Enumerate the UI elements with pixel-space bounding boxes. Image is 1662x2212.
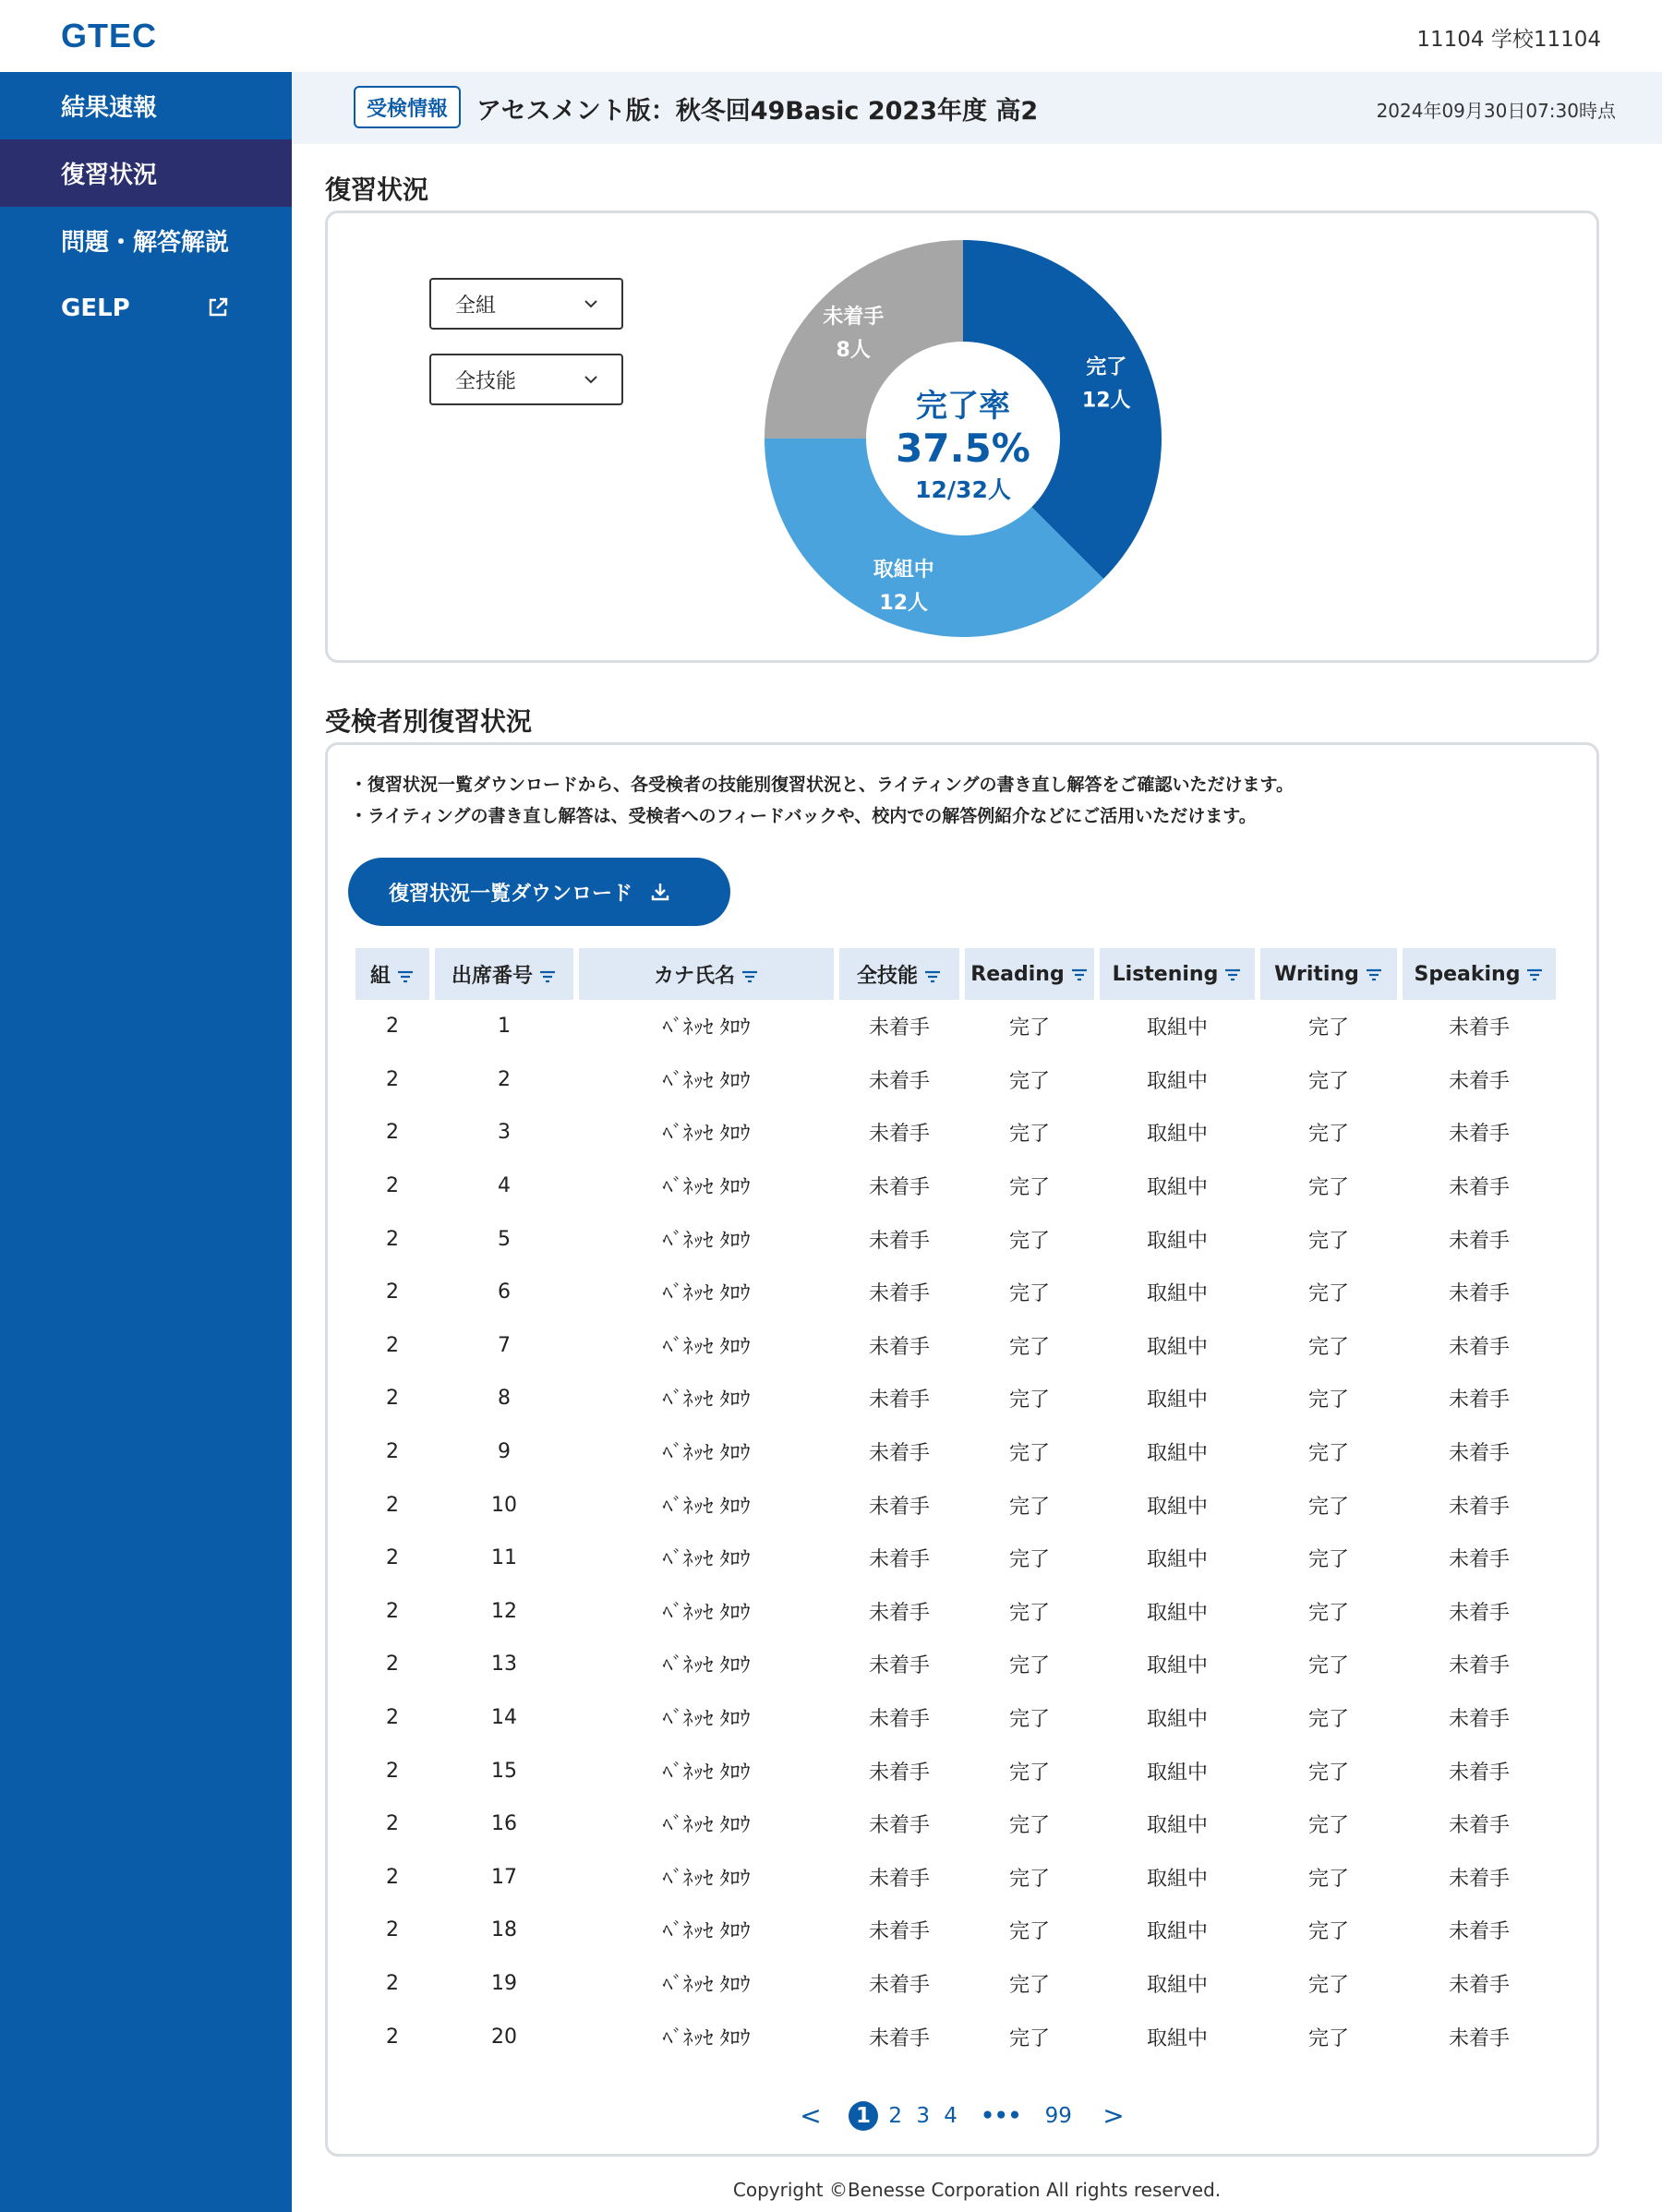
sidebar-item-results[interactable] xyxy=(0,72,292,139)
column-header-label: Listening xyxy=(1112,962,1219,986)
page-last-button[interactable]: 99 xyxy=(1044,2103,1072,2128)
next-page-button[interactable]: > xyxy=(1102,2100,1125,2131)
examinee-table xyxy=(350,948,1561,2063)
table-cell: 未着手 xyxy=(868,1016,930,1040)
slice-value-label: 12人 xyxy=(879,592,929,616)
table-row xyxy=(355,1585,1556,1639)
table-cell: 2 xyxy=(386,1493,399,1517)
table-cell: 未着手 xyxy=(1448,2026,1510,2050)
table-cell: 完了 xyxy=(1008,1920,1050,1944)
column-header[interactable] xyxy=(1100,948,1255,1000)
table-cell: 18 xyxy=(491,1918,517,1942)
table-cell: 2 xyxy=(386,1015,399,1039)
table-cell: 完了 xyxy=(1008,1814,1050,1838)
skill-select[interactable] xyxy=(429,354,623,405)
table-cell: 2 xyxy=(386,1812,399,1836)
table-cell: 完了 xyxy=(1008,1335,1050,1359)
table-cell: 取組中 xyxy=(1146,1229,1208,1253)
table-cell: 2 xyxy=(386,1599,399,1623)
sidebar-item-label: 復習状況 xyxy=(61,162,158,189)
slice-label: 完了 xyxy=(1086,355,1127,379)
table-cell: 未着手 xyxy=(1448,1442,1510,1466)
table-cell: 完了 xyxy=(1307,1123,1349,1147)
table-cell: 完了 xyxy=(1307,1069,1349,1093)
table-cell: 3 xyxy=(498,1121,511,1145)
table-cell: ﾍﾞﾈｯｾ ﾀﾛｳ xyxy=(662,1123,751,1147)
table-cell: 5 xyxy=(498,1227,511,1251)
column-header[interactable] xyxy=(1260,948,1397,1000)
table-cell: 12 xyxy=(491,1599,517,1623)
note-line: ・復習状況一覧ダウンロードから、各受検者の技能別復習状況と、ライティングの書き直し解答をご確認いただけます。 xyxy=(350,775,1295,795)
table-cell: 2 xyxy=(386,1918,399,1942)
column-header[interactable] xyxy=(579,948,834,1000)
table-cell: ﾍﾞﾈｯｾ ﾀﾛｳ xyxy=(662,1601,751,1625)
table-cell: 未着手 xyxy=(1448,1176,1510,1200)
table-cell: 取組中 xyxy=(1146,1123,1208,1147)
table-cell: 1 xyxy=(498,1015,511,1039)
table-row xyxy=(355,2010,1556,2063)
table-cell: 2 xyxy=(386,1653,399,1677)
table-cell: ﾍﾞﾈｯｾ ﾀﾛｳ xyxy=(662,1654,751,1678)
top-header xyxy=(0,0,1662,72)
slice-label: 取組中 xyxy=(873,559,934,583)
table-cell: 完了 xyxy=(1307,1389,1349,1413)
table-cell: 未着手 xyxy=(1448,1654,1510,1678)
table-row xyxy=(355,1478,1556,1532)
review-status-card xyxy=(325,210,1599,663)
page-1-button[interactable]: 1 xyxy=(849,2101,878,2131)
table-cell: 7 xyxy=(498,1333,511,1357)
table-cell: 2 xyxy=(386,1440,399,1464)
column-header-label: 組 xyxy=(369,964,391,988)
exam-info-badge[interactable]: 受検情報 xyxy=(354,86,461,128)
table-cell: 2 xyxy=(386,1280,399,1304)
column-header-label: Speaking xyxy=(1414,962,1521,986)
table-cell: 完了 xyxy=(1307,1229,1349,1253)
table-cell: 未着手 xyxy=(1448,1548,1510,1572)
table-cell: 未着手 xyxy=(1448,1016,1510,1040)
table-cell: 未着手 xyxy=(1448,1282,1510,1306)
table-cell: ﾍﾞﾈｯｾ ﾀﾛｳ xyxy=(662,1495,751,1519)
table-row xyxy=(355,1266,1556,1319)
exam-title: アセスメント版：秋冬回49Basic 2023年度 高2 xyxy=(476,97,1039,126)
filter-icon xyxy=(1525,968,1544,982)
table-row xyxy=(355,1957,1556,2011)
column-header[interactable] xyxy=(965,948,1094,1000)
table-cell: 取組中 xyxy=(1146,1920,1208,1944)
footer-copyright: Copyright ©Benesse Corporation All rights reserved. xyxy=(732,2179,1222,2201)
pagination xyxy=(328,2100,1596,2146)
table-cell: 完了 xyxy=(1008,1069,1050,1093)
slice-label: 未着手 xyxy=(823,306,885,330)
table-cell: 9 xyxy=(498,1440,511,1464)
table-cell: ﾍﾞﾈｯｾ ﾀﾛｳ xyxy=(662,1708,751,1732)
table-row xyxy=(355,1425,1556,1479)
table-cell: 未着手 xyxy=(868,1123,930,1147)
filter-icon xyxy=(1223,968,1242,982)
sidebar-item-gelp[interactable] xyxy=(0,274,292,342)
table-row xyxy=(355,1372,1556,1425)
table-cell: 2 xyxy=(386,1971,399,1995)
table-cell: 取組中 xyxy=(1146,1708,1208,1732)
table-cell: 完了 xyxy=(1307,1442,1349,1466)
table-cell: 未着手 xyxy=(1448,1123,1510,1147)
table-cell: 2 xyxy=(386,1706,399,1730)
table-cell: 未着手 xyxy=(868,1335,930,1359)
table-cell: 未着手 xyxy=(868,1229,930,1253)
skill-select-value: 全技能 xyxy=(455,369,517,393)
table-cell: 取組中 xyxy=(1146,1282,1208,1306)
table-cell: ﾍﾞﾈｯｾ ﾀﾛｳ xyxy=(662,1761,751,1785)
table-cell: 完了 xyxy=(1307,1814,1349,1838)
table-cell: 未着手 xyxy=(1448,1920,1510,1944)
table-cell: 完了 xyxy=(1307,1495,1349,1519)
table-cell: ﾍﾞﾈｯｾ ﾀﾛｳ xyxy=(662,1814,751,1838)
page-3-button[interactable]: 3 xyxy=(916,2103,930,2128)
table-cell: 未着手 xyxy=(1448,1229,1510,1253)
table-cell: 13 xyxy=(491,1653,517,1677)
table-cell: 完了 xyxy=(1008,1229,1050,1253)
column-header-label: Reading xyxy=(970,962,1065,986)
table-cell: 完了 xyxy=(1008,1282,1050,1306)
table-cell: 完了 xyxy=(1307,2026,1349,2050)
table-cell: 未着手 xyxy=(1448,1761,1510,1785)
table-cell: 完了 xyxy=(1307,1335,1349,1359)
table-cell: 未着手 xyxy=(868,1282,930,1306)
table-cell: 未着手 xyxy=(868,1973,930,1997)
table-cell: 10 xyxy=(491,1493,517,1517)
sidebar-item-label: GELP xyxy=(61,294,130,322)
table-cell: ﾍﾞﾈｯｾ ﾀﾛｳ xyxy=(662,1016,751,1040)
table-body xyxy=(355,1000,1556,2063)
table-cell: 2 xyxy=(386,1174,399,1198)
table-cell: 完了 xyxy=(1008,1176,1050,1200)
donut-svg xyxy=(760,235,1166,642)
table-cell: 完了 xyxy=(1008,1867,1050,1891)
table-cell: 2 xyxy=(386,2025,399,2049)
table-cell: 未着手 xyxy=(868,1176,930,1200)
table-row xyxy=(355,1851,1556,1905)
table-cell: 未着手 xyxy=(868,2026,930,2050)
table-cell: 取組中 xyxy=(1146,1814,1208,1838)
table-cell: 完了 xyxy=(1008,1601,1050,1625)
table-cell: 取組中 xyxy=(1146,1867,1208,1891)
table-cell: ﾍﾞﾈｯｾ ﾀﾛｳ xyxy=(662,1069,751,1093)
column-header[interactable] xyxy=(839,948,959,1000)
table-cell: 取組中 xyxy=(1146,1495,1208,1519)
page-4-button[interactable]: 4 xyxy=(944,2103,957,2128)
sidebar-item-label: 結果速報 xyxy=(61,94,158,122)
table-cell: 完了 xyxy=(1008,1123,1050,1147)
table-cell: 2 xyxy=(386,1333,399,1357)
completion-count: 12/32人 xyxy=(915,476,1011,503)
table-cell: 2 xyxy=(386,1227,399,1251)
table-cell: ﾍﾞﾈｯｾ ﾀﾛｳ xyxy=(662,2026,751,2050)
table-cell: 取組中 xyxy=(1146,1654,1208,1678)
column-header[interactable] xyxy=(435,948,573,1000)
table-cell: ﾍﾞﾈｯｾ ﾀﾛｳ xyxy=(662,1389,751,1413)
table-cell: 未着手 xyxy=(868,1867,930,1891)
pagination-ellipsis: ••• xyxy=(981,2103,1022,2128)
table-cell: 取組中 xyxy=(1146,1442,1208,1466)
table-cell: ﾍﾞﾈｯｾ ﾀﾛｳ xyxy=(662,1548,751,1572)
table-row xyxy=(355,1691,1556,1745)
table-cell: 未着手 xyxy=(868,1761,930,1785)
table-cell: 未着手 xyxy=(1448,1495,1510,1519)
column-header[interactable] xyxy=(355,948,429,1000)
chevron-down-icon xyxy=(583,371,599,388)
table-row xyxy=(355,1638,1556,1691)
table-cell: 完了 xyxy=(1307,1282,1349,1306)
column-header-label: 出席番号 xyxy=(451,964,533,988)
table-cell: 未着手 xyxy=(868,1069,930,1093)
table-cell: 取組中 xyxy=(1146,1389,1208,1413)
table-cell: ﾍﾞﾈｯｾ ﾀﾛｳ xyxy=(662,1920,751,1944)
filter-icon xyxy=(741,969,759,984)
examinee-status-heading: 受検者別復習状況 xyxy=(325,706,533,737)
table-header-row xyxy=(355,948,1556,1000)
table-cell: 完了 xyxy=(1008,1548,1050,1572)
sidebar xyxy=(0,72,292,2212)
table-cell: 19 xyxy=(491,1971,517,1995)
table-cell: 完了 xyxy=(1008,1761,1050,1785)
exam-info-bar xyxy=(292,72,1662,144)
table-cell: 完了 xyxy=(1008,2026,1050,2050)
table-cell: 未着手 xyxy=(868,1654,930,1678)
filter-icon xyxy=(923,969,942,984)
table-cell: 完了 xyxy=(1307,1867,1349,1891)
table-cell: 16 xyxy=(491,1812,517,1836)
table-cell: 2 xyxy=(498,1067,511,1091)
table-cell: 未着手 xyxy=(1448,1335,1510,1359)
table-cell: 完了 xyxy=(1307,1016,1349,1040)
table-cell: 未着手 xyxy=(1448,1069,1510,1093)
table-cell: 未着手 xyxy=(1448,1867,1510,1891)
table-row xyxy=(355,1532,1556,1585)
table-cell: 完了 xyxy=(1307,1708,1349,1732)
table-cell: 取組中 xyxy=(1146,1973,1208,1997)
column-header-label: 全技能 xyxy=(856,964,918,988)
main-content xyxy=(292,72,1662,2212)
table-cell: 11 xyxy=(491,1546,517,1570)
external-link-icon xyxy=(207,296,229,319)
review-status-heading: 復習状況 xyxy=(325,174,429,205)
table-cell: 未着手 xyxy=(868,1389,930,1413)
data-timestamp: 2024年09月30日07:30時点 xyxy=(1376,100,1616,122)
table-cell: 未着手 xyxy=(1448,1708,1510,1732)
column-header[interactable] xyxy=(1403,948,1556,1000)
table-cell: 2 xyxy=(386,1387,399,1411)
table-row xyxy=(355,1904,1556,1957)
table-row xyxy=(355,1160,1556,1213)
table-cell: 取組中 xyxy=(1146,1069,1208,1093)
table-cell: 完了 xyxy=(1008,1442,1050,1466)
table-cell: 未着手 xyxy=(868,1548,930,1572)
chevron-down-icon xyxy=(583,295,599,312)
table-cell: 完了 xyxy=(1307,1920,1349,1944)
table-row xyxy=(355,1212,1556,1266)
download-button-label: 復習状況一覧ダウンロード xyxy=(389,882,633,906)
page-2-button[interactable]: 2 xyxy=(888,2103,903,2128)
table-cell: 取組中 xyxy=(1146,1335,1208,1359)
table-cell: 2 xyxy=(386,1759,399,1783)
table-cell: 8 xyxy=(498,1387,511,1411)
table-row xyxy=(355,1106,1556,1160)
table-cell: 完了 xyxy=(1307,1548,1349,1572)
table-cell: 20 xyxy=(491,2025,517,2049)
table-cell: 未着手 xyxy=(868,1495,930,1519)
table-cell: 未着手 xyxy=(1448,1814,1510,1838)
table-cell: 未着手 xyxy=(1448,1389,1510,1413)
filter-icon xyxy=(1070,968,1089,982)
table-cell: 2 xyxy=(386,1865,399,1889)
prev-page-button[interactable]: < xyxy=(800,2100,822,2131)
table-cell: 17 xyxy=(491,1865,517,1889)
table-cell: ﾍﾞﾈｯｾ ﾀﾛｳ xyxy=(662,1282,751,1306)
table-cell: 未着手 xyxy=(868,1708,930,1732)
class-select-value: 全組 xyxy=(455,294,497,318)
table-row xyxy=(355,1053,1556,1107)
table-cell: 2 xyxy=(386,1546,399,1570)
table-cell: 未着手 xyxy=(1448,1973,1510,1997)
column-header-label: Writing xyxy=(1274,962,1359,986)
table-cell: 取組中 xyxy=(1146,1016,1208,1040)
table-row xyxy=(355,1797,1556,1851)
completion-rate-percent: 37.5% xyxy=(896,426,1030,471)
column-header-label: カナ氏名 xyxy=(653,964,735,988)
table-cell: 完了 xyxy=(1008,1016,1050,1040)
table-cell: ﾍﾞﾈｯｾ ﾀﾛｳ xyxy=(662,1229,751,1253)
table-cell: 未着手 xyxy=(868,1601,930,1625)
slice-value-label: 12人 xyxy=(1081,389,1131,413)
table-cell: 完了 xyxy=(1307,1761,1349,1785)
table-cell: 取組中 xyxy=(1146,1761,1208,1785)
table-cell: 完了 xyxy=(1008,1654,1050,1678)
table-cell: 14 xyxy=(491,1706,517,1730)
table-cell: 未着手 xyxy=(868,1920,930,1944)
filter-icon xyxy=(396,969,415,984)
table-cell: 6 xyxy=(498,1280,511,1304)
table-row xyxy=(355,1319,1556,1373)
table-cell: 完了 xyxy=(1307,1973,1349,1997)
table-cell: 未着手 xyxy=(868,1814,930,1838)
note-line: ・ライティングの書き直し解答は、受検者へのフィードバックや、校内での解答例紹介などにご活用いただけます。 xyxy=(350,806,1257,826)
table-cell: 15 xyxy=(491,1759,517,1783)
table-cell: 未着手 xyxy=(868,1442,930,1466)
class-select[interactable] xyxy=(429,278,623,330)
table-cell: 取組中 xyxy=(1146,1601,1208,1625)
table-cell: 完了 xyxy=(1307,1176,1349,1200)
download-icon xyxy=(649,881,671,903)
table-row xyxy=(355,1744,1556,1797)
notes xyxy=(350,769,1294,832)
slice-value-label: 8人 xyxy=(836,339,871,363)
table-row xyxy=(355,1000,1556,1053)
table-cell: 完了 xyxy=(1008,1389,1050,1413)
table-cell: 2 xyxy=(386,1067,399,1091)
table-cell: ﾍﾞﾈｯｾ ﾀﾛｳ xyxy=(662,1176,751,1200)
table-cell: 未着手 xyxy=(1448,1601,1510,1625)
table-cell: 完了 xyxy=(1307,1601,1349,1625)
download-review-list-button[interactable] xyxy=(348,858,730,926)
filter-icon xyxy=(1365,968,1383,982)
table-cell: 2 xyxy=(386,1121,399,1145)
sidebar-item-questions[interactable] xyxy=(0,207,292,274)
table-cell: ﾍﾞﾈｯｾ ﾀﾛｳ xyxy=(662,1442,751,1466)
completion-rate-label: 完了率 xyxy=(916,388,1010,425)
sidebar-item-label: 問題・解答解説 xyxy=(61,229,230,257)
table-cell: 取組中 xyxy=(1146,2026,1208,2050)
table-cell: ﾍﾞﾈｯｾ ﾀﾛｳ xyxy=(662,1867,751,1891)
table-cell: 4 xyxy=(498,1174,511,1198)
table-cell: 完了 xyxy=(1008,1973,1050,1997)
table-cell: ﾍﾞﾈｯｾ ﾀﾛｳ xyxy=(662,1973,751,1997)
filter-icon xyxy=(538,969,557,984)
table-cell: 取組中 xyxy=(1146,1548,1208,1572)
table-cell: 完了 xyxy=(1008,1708,1050,1732)
table-cell: 完了 xyxy=(1307,1654,1349,1678)
table-cell: 完了 xyxy=(1008,1495,1050,1519)
user-info: 11104 学校11104 xyxy=(1416,28,1601,52)
gtec-logo[interactable]: GTEC xyxy=(61,17,158,54)
examinee-status-card xyxy=(325,742,1599,2157)
table-cell: ﾍﾞﾈｯｾ ﾀﾛｳ xyxy=(662,1335,751,1359)
table-cell: 取組中 xyxy=(1146,1176,1208,1200)
sidebar-item-review-status[interactable] xyxy=(0,139,292,207)
completion-donut-chart xyxy=(760,235,1166,642)
